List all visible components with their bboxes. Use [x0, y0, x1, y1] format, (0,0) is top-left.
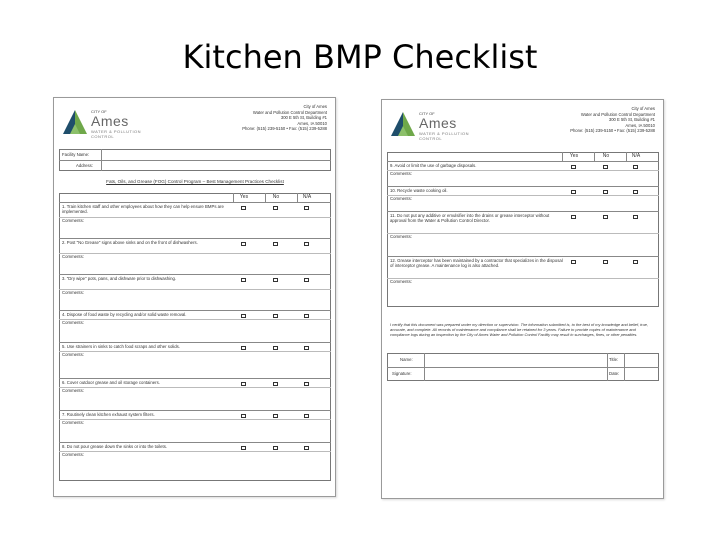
column-header-na: N/A [631, 153, 641, 159]
logo-city-text: CITY OF [419, 111, 435, 116]
checklist-page-2 [381, 99, 664, 499]
comments-label: Comments: [390, 234, 412, 239]
checkbox-yes[interactable] [571, 215, 576, 219]
checklist-item-text: 2. Post "No Grease" signs above sinks and on the front of dishwashers. [62, 240, 198, 245]
checkbox-yes[interactable] [241, 278, 246, 282]
checkbox-na[interactable] [304, 446, 309, 450]
checkbox-no[interactable] [603, 190, 608, 194]
comments-field[interactable] [94, 452, 330, 481]
comments-label: Comments: [390, 171, 412, 176]
address-field[interactable] [102, 161, 330, 170]
comments-field[interactable] [422, 171, 658, 185]
address-line: 300 E 5th St, Building #1 [608, 117, 655, 123]
date-label: Date: [609, 371, 620, 376]
comments-label: Comments: [62, 452, 84, 457]
comments-label: Comments: [62, 352, 84, 357]
checklist-item-text: 11. Do not put any additive or emulsifier into the drains or grease interceptor without approval from the Water & Pollution Control Director. [390, 213, 550, 224]
title-field[interactable] [625, 354, 658, 366]
checkbox-yes[interactable] [571, 190, 576, 194]
checkbox-no[interactable] [273, 242, 278, 246]
column-header-yes: Yes [569, 153, 579, 159]
checkbox-no[interactable] [273, 446, 278, 450]
address-line: City of Ames [631, 106, 655, 111]
checklist-item-text: 10. Recycle waste cooking oil. [390, 188, 448, 193]
address-line: Ames, IA 50010 [297, 120, 327, 126]
comments-label: Comments: [62, 218, 84, 223]
address-line: Phone: (515) 239-5150 • Fax: (515) 239-5288 [570, 128, 655, 134]
comments-label: Comments: [390, 196, 412, 201]
checkbox-no[interactable] [273, 382, 278, 386]
checkbox-na[interactable] [304, 314, 309, 318]
checkbox-no[interactable] [603, 215, 608, 219]
address-line: Ames, IA 50010 [625, 122, 655, 128]
checkbox-no[interactable] [273, 206, 278, 210]
comments-field[interactable] [94, 420, 330, 441]
department-address [207, 104, 327, 132]
slide-title: Kitchen BMP Checklist [182, 38, 538, 76]
logo-name-text: Ames [91, 113, 129, 129]
logo-city-text: CITY OF [91, 109, 107, 114]
checkbox-yes[interactable] [241, 382, 246, 386]
checkbox-no[interactable] [273, 346, 278, 350]
checkbox-yes[interactable] [241, 446, 246, 450]
comments-field[interactable] [94, 388, 330, 409]
checklist-item-text: 3. "Dry wipe" pots, pans, and dishware prior to dishwashing. [62, 276, 177, 281]
column-header-no: No [602, 153, 610, 159]
checklist-item-text: 8. Do not pour grease down the sinks or into the toilets. [62, 444, 168, 449]
ames-logo [61, 106, 156, 138]
checkbox-na[interactable] [633, 260, 638, 264]
comments-field[interactable] [94, 254, 330, 273]
checkbox-na[interactable] [304, 414, 309, 418]
checkbox-na[interactable] [304, 206, 309, 210]
address-line: City of Ames [303, 104, 327, 109]
signature-label: Signature: [392, 371, 412, 376]
address-line: Water and Pollution Control Department [252, 109, 327, 115]
comments-label: Comments: [62, 254, 84, 259]
logo-dept-text: WATER & POLLUTION CONTROL [91, 129, 142, 139]
checklist-item-text: 5. Use strainers in sinks to catch food scraps and other solids. [62, 344, 180, 349]
checkbox-no[interactable] [603, 165, 608, 169]
checkbox-na[interactable] [304, 278, 309, 282]
ames-logo-icon [61, 106, 89, 136]
checkbox-na[interactable] [633, 215, 638, 219]
checkbox-no[interactable] [603, 260, 608, 264]
comments-field[interactable] [422, 279, 658, 306]
facility-name-label: Facility Name: [62, 152, 90, 157]
facility-name-field[interactable] [102, 150, 330, 160]
checklist-item-text: 6. Cover outdoor grease and oil storage containers. [62, 380, 160, 385]
title-label: Title: [609, 357, 619, 362]
checkbox-yes[interactable] [571, 260, 576, 264]
logo-name-text: Ames [419, 115, 457, 131]
date-field[interactable] [625, 368, 658, 380]
department-address [535, 106, 655, 134]
checkbox-na[interactable] [633, 165, 638, 169]
checklist-item-text: 12. Grease interceptor has been maintained by a contractor that specializes in the disposal of interceptor grease. A maintenance log is also attached. [390, 258, 563, 269]
ames-logo-icon [389, 108, 417, 138]
address-line: Water and Pollution Control Department [580, 111, 655, 117]
checkbox-yes[interactable] [241, 242, 246, 246]
checkbox-yes[interactable] [241, 314, 246, 318]
checkbox-yes[interactable] [241, 414, 246, 418]
name-field[interactable] [425, 354, 606, 366]
checkbox-na[interactable] [304, 242, 309, 246]
address-label: Address: [76, 163, 93, 168]
comments-field[interactable] [94, 218, 330, 237]
column-header-yes: Yes [239, 194, 249, 200]
certification-statement: I certify that this document was prepared under my direction or supervision. The information submitted is, to the best of my knowledge and belief, true, accurate, and complete. All records of maintenance and compliance shall be retained for 3 years. Failure to provide copies of maintenance and compliance logs during an inspection by the City of Ames Water and Pollution Control Facility may result in surcharges, fines, or other penalties. [390, 322, 648, 338]
checkbox-yes[interactable] [571, 165, 576, 169]
checkbox-no[interactable] [273, 314, 278, 318]
checkbox-na[interactable] [304, 382, 309, 386]
comments-label: Comments: [62, 420, 84, 425]
comments-label: Comments: [62, 388, 84, 393]
checkbox-na[interactable] [633, 190, 638, 194]
comments-label: Comments: [390, 279, 412, 284]
comments-label: Comments: [62, 320, 84, 325]
checklist-item-text: 7. Routinely clean kitchen exhaust system filters. [62, 412, 155, 417]
checklist-item-text: 1. Train kitchen staff and other employees about how they can help ensure BMPs are implemented. [62, 204, 224, 215]
comments-field[interactable] [94, 352, 330, 377]
comments-field[interactable] [94, 290, 330, 309]
checkbox-no[interactable] [273, 278, 278, 282]
address-line: 300 E 5th St, Building #1 [280, 115, 327, 121]
ames-logo [389, 108, 484, 140]
checklist-page-1 [53, 97, 336, 497]
comments-field[interactable] [94, 320, 330, 341]
comments-field[interactable] [422, 234, 658, 255]
signature-field[interactable] [425, 368, 606, 380]
address-line: Phone: (515) 239-5150 • Fax: (515) 239-5288 [242, 126, 327, 132]
checkbox-yes[interactable] [241, 206, 246, 210]
column-header-no: No [272, 194, 280, 200]
comments-field[interactable] [422, 196, 658, 210]
checkbox-no[interactable] [273, 414, 278, 418]
name-label: Name: [400, 357, 413, 362]
column-header-na: N/A [302, 194, 312, 200]
program-title: Fats, Oils, and Grease (FOG) Control Program – Best Management Practices Checklist [106, 179, 284, 184]
checkbox-na[interactable] [304, 346, 309, 350]
checklist-item-text: 4. Dispose of food waste by recycling and/or solid waste removal. [62, 312, 187, 317]
logo-dept-text: WATER & POLLUTION CONTROL [419, 131, 470, 141]
comments-label: Comments: [62, 290, 84, 295]
checkbox-yes[interactable] [241, 346, 246, 350]
checklist-item-text: 9. Avoid or limit the use of garbage disposals. [390, 163, 477, 168]
